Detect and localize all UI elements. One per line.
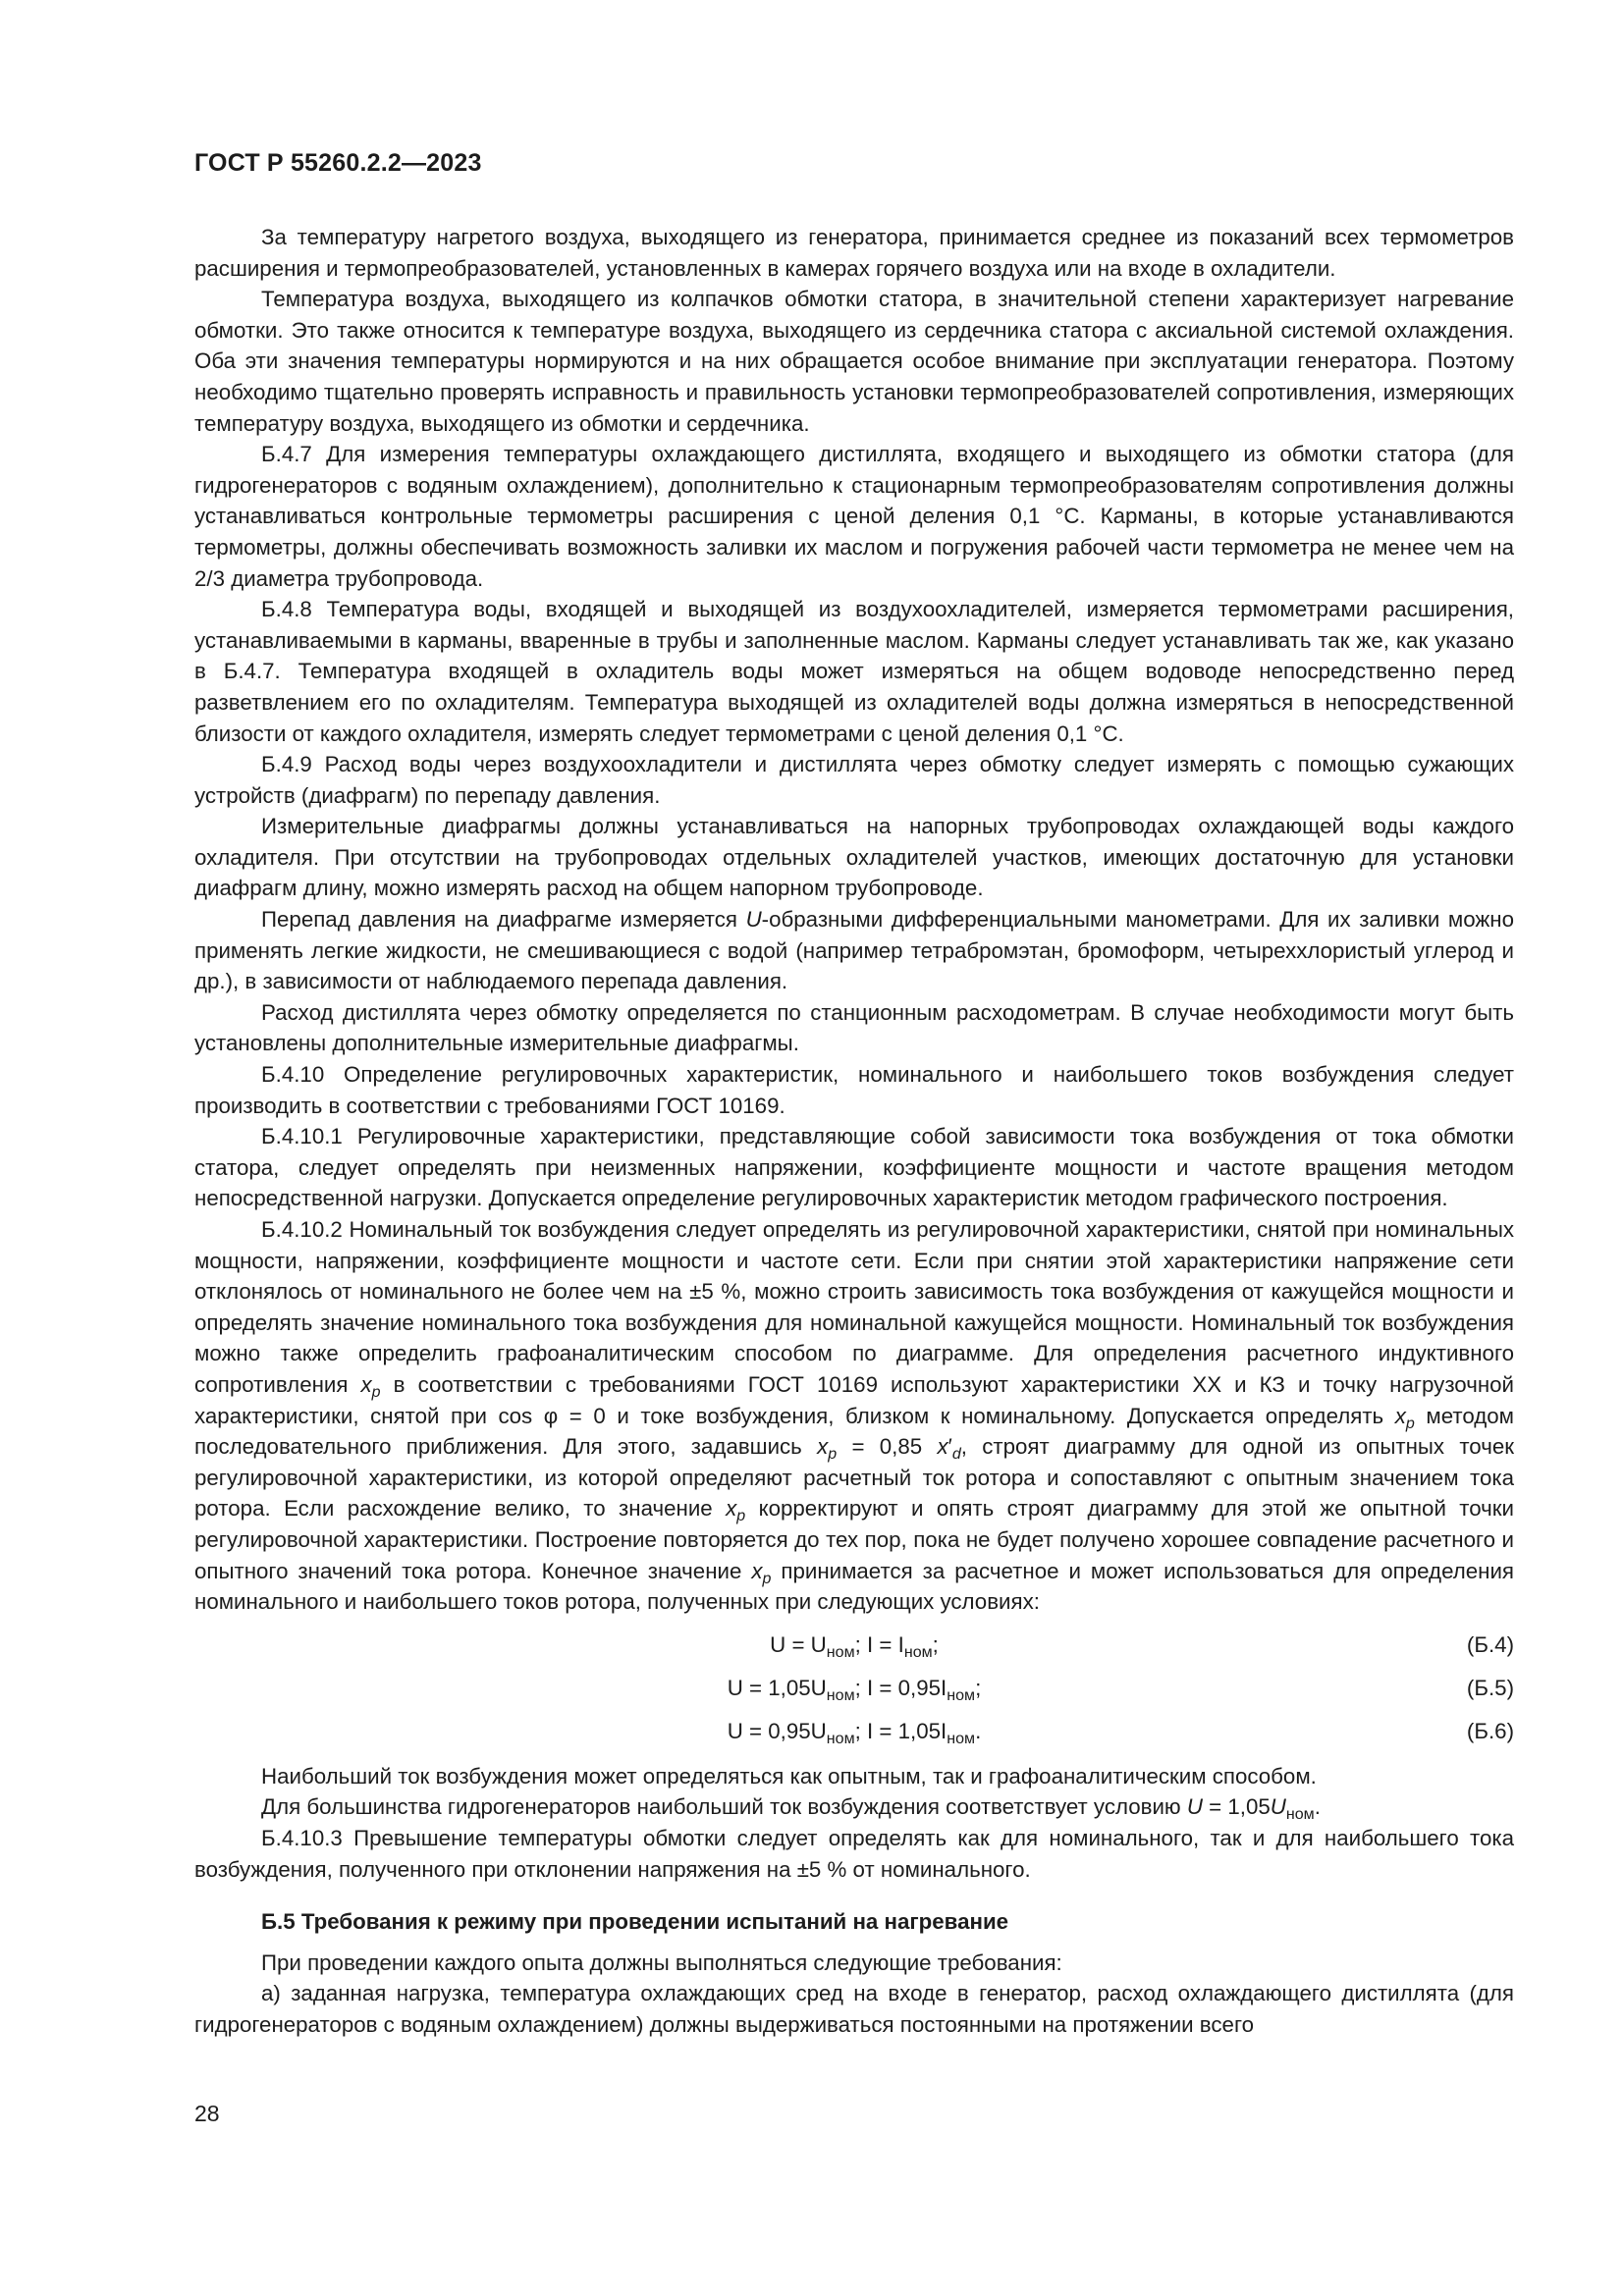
formula-b-4 [194, 1624, 1514, 1667]
text-run: = 0,85 [837, 1434, 938, 1460]
paragraph-b-4-9: Б.4.9 Расход воды через воздухоохладители и дистиллята через обмотку следует измерять с помощью сужающих устройств (диафрагм) по перепаду давления. [194, 752, 1514, 808]
section-heading-b-5: Б.5 Требования к режиму при проведении испытаний на нагревание [261, 1909, 1009, 1935]
paragraph-b-4-10-1: Б.4.10.1 Регулировочные характеристики, представляющие собой зависимости тока возбуждения от тока обмотки статора, следует определять при неизменных напряжении, коэффициенте мощности и частоте вращения методом непосредственной нагрузки. Допускается определение регулировочных характеристик методом графического построения. [194, 1124, 1514, 1211]
formula-number: (Б.6) [1466, 1718, 1514, 1743]
formula-expression: $U = U_{ном}$; $I = I_{ном}$; [770, 1631, 939, 1661]
text-run: методом последовательного приближения. Для этого, задавшись [194, 1403, 1514, 1460]
paragraph: Наибольший ток возбуждения может определяться как опытным, так и графоаналитическим способом. [261, 1763, 1317, 1789]
paragraph: Температура воздуха, выходящего из колпачков обмотки статора, в значительной степени характеризует нагревание обмотки. Это также относится к температуре воздуха, выходящего из сердечника статора с аксиальной системой охлаждения. Оба эти значения температуры нормируются и на них обращается особое внимание при эксплуатации генератора. Поэтому необходимо тщательно проверять исправность и правильность установки термопреобразователей сопротивления, измеряющих температуру воздуха, выходящего из обмотки и сердечника. [194, 287, 1514, 436]
paragraph: За температуру нагретого воздуха, выходящего из генератора, принимается среднее из показаний всех термометров расширения и термопреобразователей, установленных в камерах горячего воздуха или на входе в охладители. [194, 225, 1514, 281]
formula-number: (Б.4) [1466, 1631, 1514, 1657]
text-run: Для большинства гидрогенераторов наибольший ток возбуждения соответствует условию [261, 1794, 1187, 1820]
symbol-x: x [360, 1371, 372, 1397]
formula-expression: $U = 0,95U_{ном}$; $I = 1,05I_{ном}$. [727, 1718, 982, 1747]
symbol-u: U [1186, 1794, 1203, 1820]
subscript-d: d [951, 1444, 961, 1463]
symbol-u: U [1270, 1794, 1286, 1820]
paragraph-b-4-8: Б.4.8 Температура воды, входящей и выходящей из воздухоохладителей, измеряется термометрами расширения, устанавливаемыми в карманы, вваренные в трубы и заполненные маслом. Карманы следует устанавливать так же, как указано в Б.4.7. Температура входящей в охладитель воды может измеряться на общем водоводе непосредственно перед разветвлением его по охладителям. Температура выходящей из охладителей воды должна измеряться в непосредственной близости от каждого охладителя, измерять следует термометрами с ценой деления 0,1 °С. [194, 597, 1514, 746]
document-header: ГОСТ Р 55260.2.2—2023 [194, 149, 482, 177]
formula-b-5 [194, 1667, 1514, 1710]
symbol-prime: ′ [947, 1434, 952, 1460]
symbol-x: x [1394, 1403, 1406, 1428]
formula-expression: $U = 1,05U_{ном}$; $I = 0,95I_{ном}$; [727, 1675, 982, 1704]
paragraph: При проведении каждого опыта должны выполняться следующие требования: [261, 1949, 1062, 1975]
text-run: корректируют и опять строят диаграмму для этой же опытной точки регулировочной характеристики. Построение повторяется до тех пор, пока не будет получено хорошее совпадение расчетного и опытного значений тока ротора. Конечное значение [194, 1496, 1514, 1583]
paragraph: Расход дистиллята через обмотку определяется по станционным расходометрам. В случае необходимости могут быть установлены дополнительные измерительные диафрагмы. [194, 999, 1514, 1056]
text-run: принимается за расчетное и может использоваться для определения номинального и наибольшего токов ротора, полученных при следующих условиях: [194, 1558, 1514, 1615]
text-run: -образными дифференциальными манометрами. Для их заливки можно применять легкие жидкости, не смешивающиеся с водой (например тетрабромэтан, бромоформ, четыреххлористый углерод и др.), в зависимости от наблюдаемого перепада давления. [194, 907, 1515, 994]
text-run: Перепад давления на диафрагме измеряется [261, 907, 746, 933]
document-body [194, 222, 1514, 2040]
formula-block [194, 1624, 1514, 1753]
text-run: = 1,05 [1202, 1794, 1271, 1820]
subscript-nom: ном [1285, 1805, 1315, 1824]
symbol-x: x [751, 1558, 763, 1583]
paragraph [194, 904, 1514, 997]
subscript-p: p [736, 1507, 746, 1525]
subscript-p: p [828, 1444, 838, 1463]
subscript-p: p [762, 1569, 772, 1587]
subscript-p: p [1405, 1414, 1415, 1432]
text-run: в соответствии с требованиями ГОСТ 10169 используют характеристики ХХ и КЗ и точку нагрузочной характеристики, снятой при cos φ = 0 и токе возбуждения, близком к номинальному. Допускается определять [194, 1371, 1514, 1428]
formula-number: (Б.5) [1466, 1675, 1514, 1700]
text-run: , строят диаграмму для одной из опытных точек регулировочной характеристики, из которой определяют расчетный ток ротора и сопоставляют с опытным значением тока ротора. Если расхождение велико, то значение [194, 1434, 1514, 1522]
paragraph-b-4-10-3: Б.4.10.3 Превышение температуры обмотки следует определять как для номинального, так и для наибольшего тока возбуждения, полученного при отклонении напряжения на ±5 % от номинального. [194, 1825, 1514, 1882]
list-item-a: а) заданная нагрузка, температура охлаждающих сред на входе в генератор, расход охлаждающего дистиллята (для гидрогенераторов с водяным охлаждением) должны выдерживаться постоянными на протяжении всего [194, 1981, 1514, 2037]
symbol-x: x [937, 1434, 948, 1460]
symbol-u: U [745, 907, 762, 933]
paragraph-b-4-10-2 [194, 1214, 1514, 1618]
text-run: Б.4.10.2 Номинальный ток возбуждения следует определять из регулировочной характеристики, снятой при номинальных мощности, напряжении, коэффициенте мощности и частоте сети. Если при снятии этой характеристики напряжение сети отклонялось от номинального не более чем на ±5 %, можно строить зависимость тока возбуждения от кажущейся мощности и определять значение номинального тока возбуждения для номинальной кажущейся мощности. Номинальный ток возбуждения можно также определить графоаналитическим способом по диаграмме. Для определения расчетного индуктивного сопротивления [194, 1217, 1514, 1397]
subscript-p: p [371, 1382, 381, 1401]
formula-b-6 [194, 1710, 1514, 1753]
paragraph-b-4-7: Б.4.7 Для измерения температуры охлаждающего дистиллята, входящего и выходящего из обмотки статора (для гидрогенераторов с водяным охлаждением), дополнительно к стационарным термопреобразователям сопротивления должны устанавливаться контрольные термометры расширения с ценой деления 0,1 °С. Карманы, в которые устанавливаются термометры, должны обеспечивать возможность заливки их маслом и погружения рабочей части термометра не менее чем на 2/3 диаметра трубопровода. [194, 442, 1514, 591]
paragraph: Измерительные диафрагмы должны устанавливаться на напорных трубопроводах охлаждающей воды каждого охладителя. При отсутствии на трубопроводах отдельных охладителей участков, имеющих достаточную для установки диафрагм длину, можно измерять расход на общем напорном трубопроводе. [194, 814, 1514, 901]
page-number: 28 [194, 2101, 220, 2126]
paragraph: Для большинства гидрогенераторов наибольший ток возбуждения соответствует условию $U = 1,05U_{ном}$. [261, 1794, 1321, 1824]
symbol-x: x [726, 1496, 737, 1522]
paragraph-b-4-10: Б.4.10 Определение регулировочных характеристик, номинального и наибольшего токов возбуждения следует производить в соответствии с требованиями ГОСТ 10169. [194, 1062, 1514, 1118]
symbol-x: x [817, 1434, 829, 1460]
